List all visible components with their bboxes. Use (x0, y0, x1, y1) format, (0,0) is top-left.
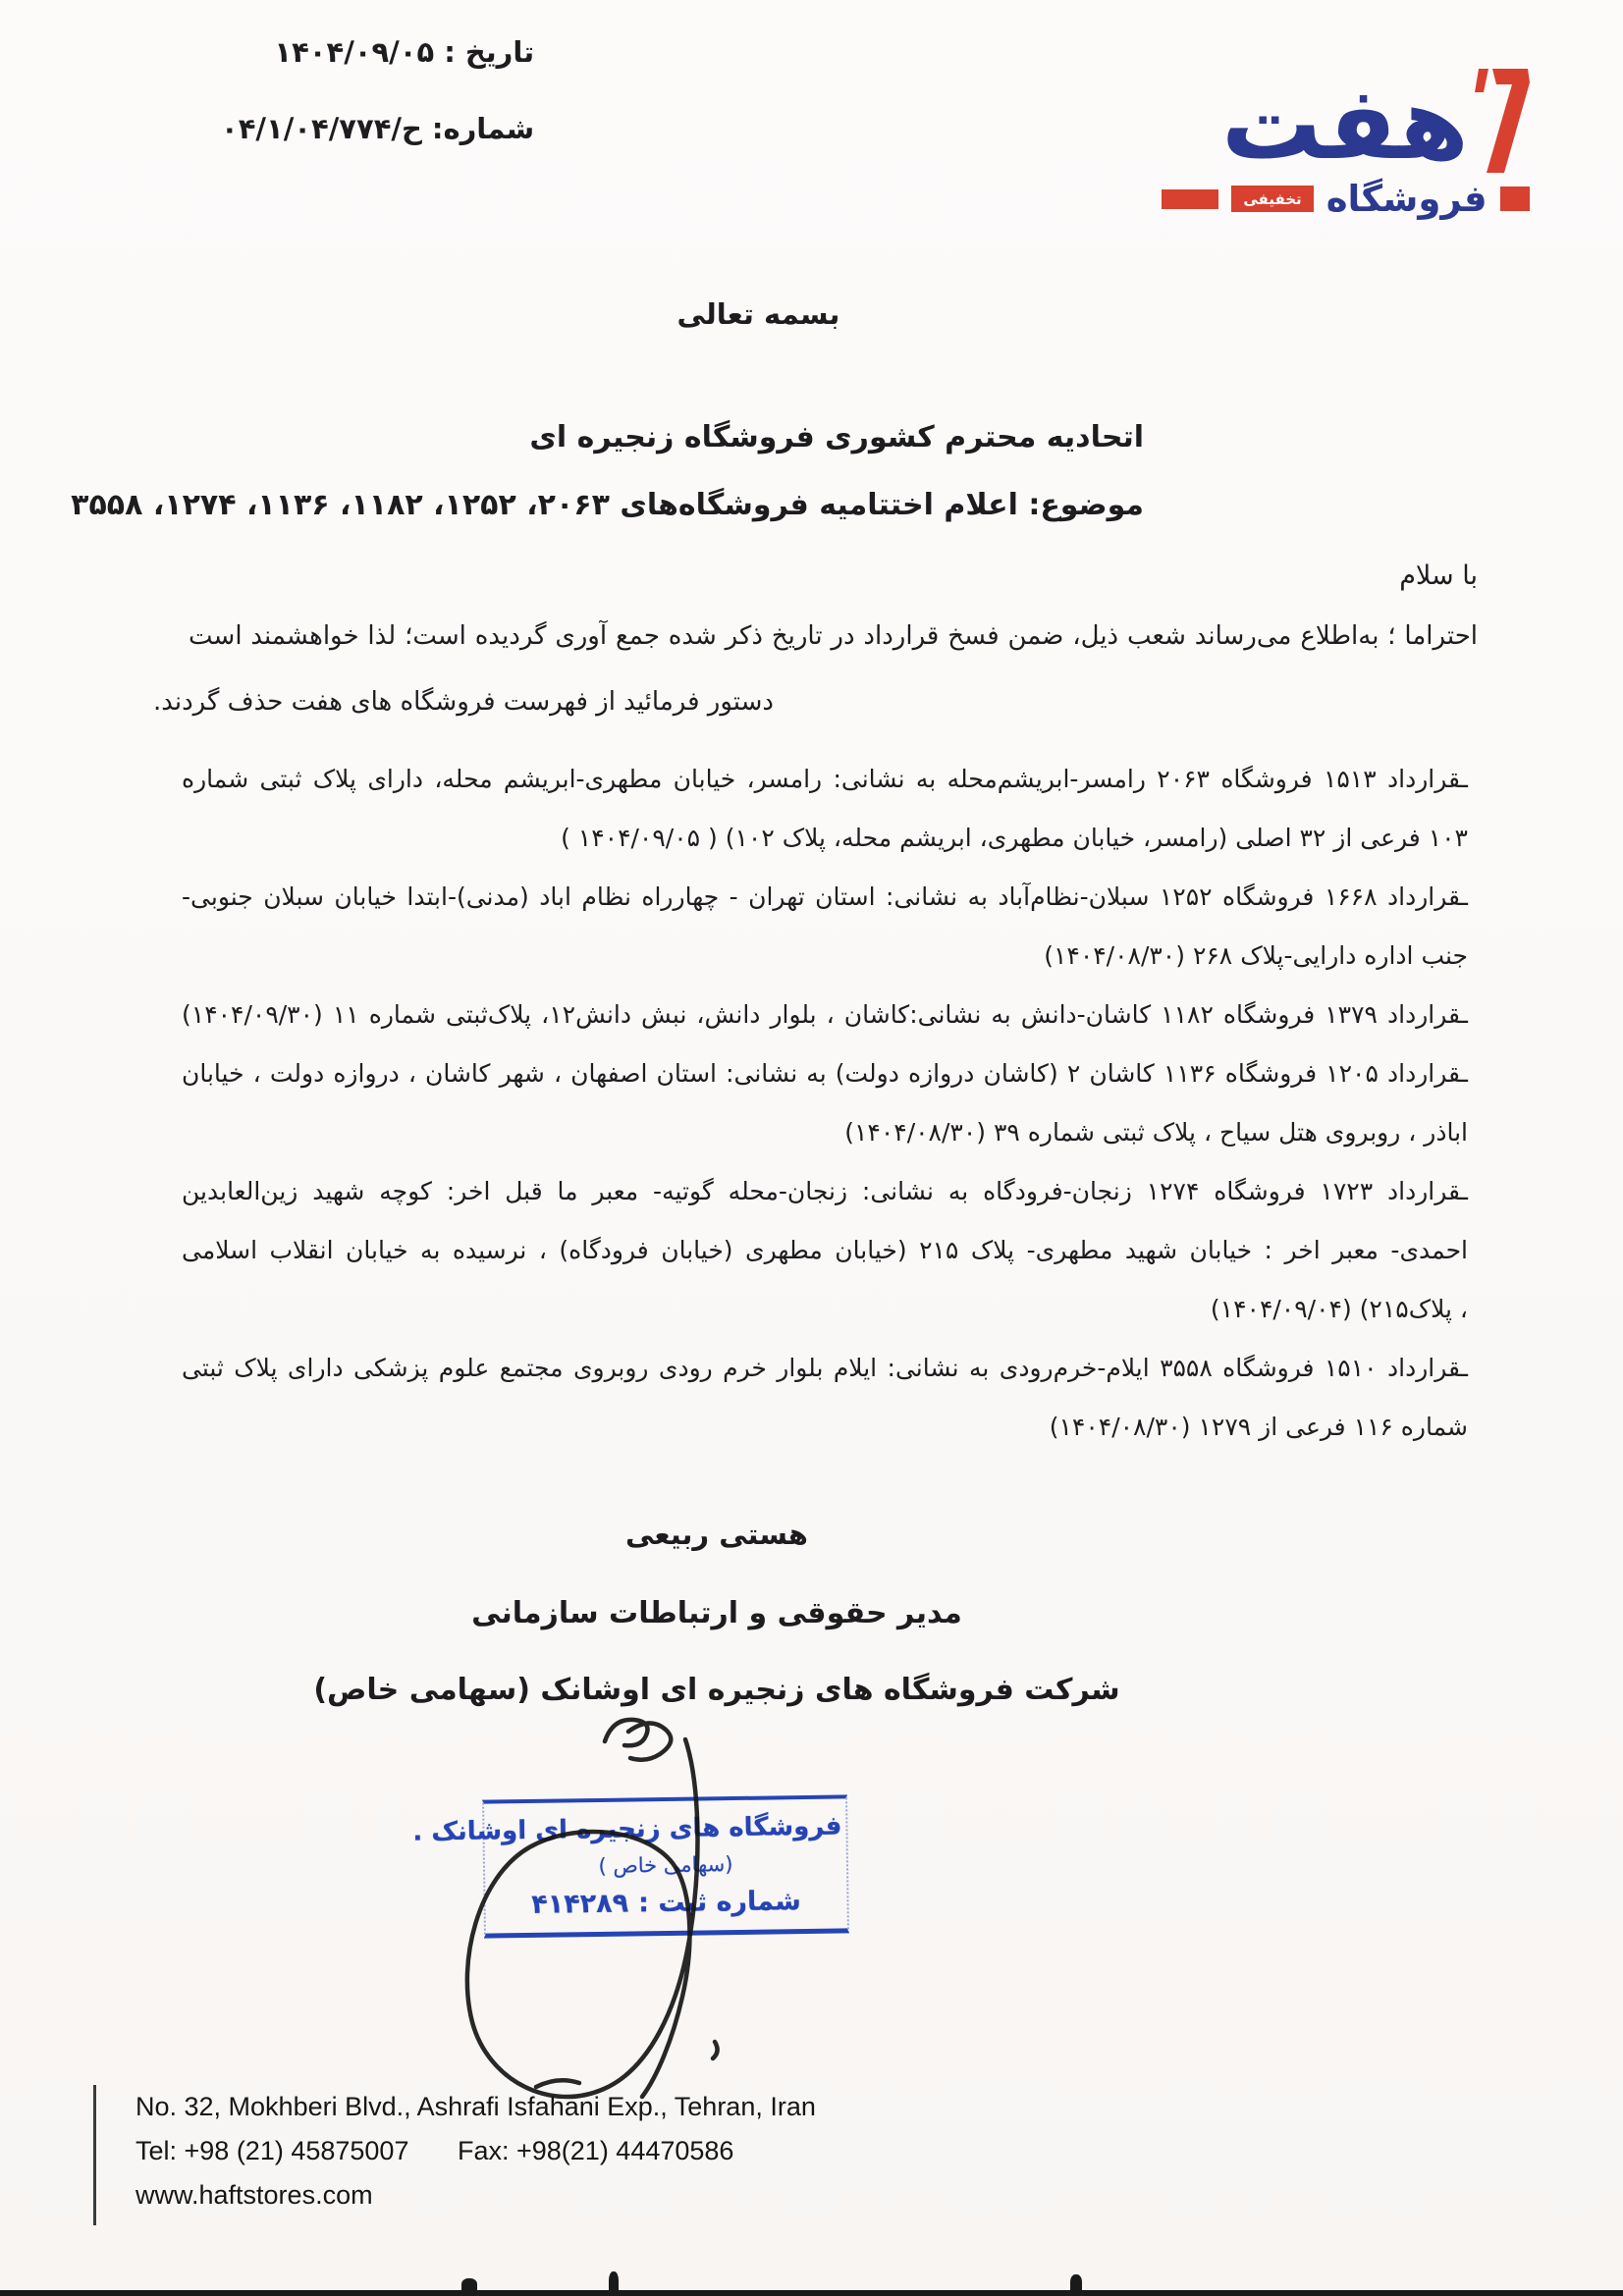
signer-company: شرکت فروشگاه های زنجیره ای اوشانک (سهامی خاص) (313, 1673, 1120, 1707)
date-label: تاریخ : (444, 35, 535, 69)
contract-line: جنب اداره دارایی-پلاک ۲۶۸ (۱۴۰۴/۰۸/۳۰) (1044, 941, 1468, 970)
contract-line: ـقرارداد ۱۶۶۸ فروشگاه ۱۲۵۲ سبلان-نظام‌آباد به نشانی: استان تهران - چهارراه نظام اباد (مدنی)-ابتدا خیابان سبلان جنوبی- (182, 882, 1468, 911)
haft-logo (1162, 63, 1530, 220)
contract-line: ۱۰۳ فرعی از ۳۲ اصلی (رامسر، خیابان مطهری، ابریشم محله، پلاک ۱۰۲) ( ۱۴۰۴/۰۹/۰۵ ) (561, 824, 1468, 852)
intro-line-2: دستور فرمائید از فهرست فروشگاه های هفت حذف گردند. (152, 687, 774, 717)
haft-logo-top (1162, 63, 1530, 184)
contract-line: ـقرارداد ۱۵۱۳ فروشگاه ۲۰۶۳ رامسر-ابریشم‌محله به نشانی: رامسر، خیابان مطهری-ابریشم محله، دارای پلاک ثبتی شماره (182, 765, 1469, 793)
contract-line: ـقرارداد ۱۷۲۳ فروشگاه ۱۲۷۴ زنجان-فرودگاه به نشانی: زنجان-محله گوتیه- معبر ما قبل اخر: کوچه شهید زین‌العابدین (182, 1177, 1468, 1205)
stamp-company-name: فروشگاه های زنجیره ای اوشانک . (412, 1811, 842, 1847)
recipient-line: اتحادیه محترم کشوری فروشگاه زنجیره ای (529, 420, 1144, 454)
contract-line: ـقرارداد ۱۵۱۰ فروشگاه ۳۵۵۸ ایلام-خرم‌رودی به نشانی: ایلام بلوار خرم رودی روبروی مجتمع علوم پزشکی دارای پلاک ثبتی (182, 1354, 1468, 1382)
contract-line: اباذر ، روبروی هتل سیاح ، پلاک ثبتی شماره ۳۹ (۱۴۰۴/۰۸/۳۰) (844, 1118, 1468, 1147)
scan-artifact (1070, 2274, 1082, 2291)
footer-fax: Fax: +98(21) 44470586 (457, 2136, 734, 2165)
haft-wordmark: هفت (1220, 66, 1469, 184)
contract-line: ـقرارداد ۱۲۰۵ فروشگاه ۱۱۳۶ کاشان ۲ (کاشان دروازه دولت) به نشانی: استان اصفهان ، شهر کاشان ، دروازه دولت ، خیابان (182, 1059, 1468, 1088)
letterhead-meta (221, 35, 534, 188)
handwritten-signature (420, 1694, 764, 2103)
signer-title: مدیر حقوقی و ارتباطات سازمانی (471, 1596, 962, 1630)
discount-badge (1231, 186, 1313, 212)
contract-list (182, 750, 1468, 1457)
date-value: ۱۴۰۴/۰۹/۰۵ (274, 35, 435, 69)
scan-artifact (461, 2278, 477, 2291)
stamp-registration-number: ۴۱۴۲۸۹ (531, 1888, 629, 1920)
contract-line: شماره ۱۱۶ فرعی از ۱۲۷۹ (۱۴۰۴/۰۸/۳۰) (1049, 1413, 1468, 1441)
contract-line: ، پلاک۲۱۵) (۱۴۰۴/۰۹/۰۴) (1210, 1295, 1468, 1323)
subject-line: موضوع: اعلام اختتامیه فروشگاه‌های ۲۰۶۳، ۱۲۵۲، ۱۱۸۲، ۱۱۳۶، ۱۲۷۴، ۳۵۵۸ (71, 488, 1144, 522)
logo-red-bar (1162, 189, 1218, 209)
stamp-registration-label: شماره ثبت : (637, 1886, 801, 1919)
letter-number-value: ۰۴/۱/ح/۰۴/۷۷۴ (221, 112, 422, 145)
signer-name: هستی ربیعی (624, 1518, 809, 1551)
haft-logo-bottom (1162, 178, 1530, 220)
stamp-company-type: (سهامی خاص ) (598, 1852, 733, 1878)
logo-red-block (1500, 187, 1530, 211)
besmeleh-heading: بسمه تعالی (676, 297, 840, 331)
contract-line: ـقرارداد ۱۳۷۹ فروشگاه ۱۱۸۲ کاشان-دانش به نشانی:کاشان ، بلوار دانش، نبش دانش۱۲، پلاک‌ثبتی شماره ۱۱ (۱۴۰۴/۰۹/۳۰) (182, 1000, 1469, 1029)
footer-telfax (135, 2129, 816, 2173)
footer-address: No. 32, Mokhberi Blvd., Ashrafi Isfahani Exp., Tehran, Iran (135, 2092, 816, 2121)
store-word: فروشگاه (1325, 178, 1488, 220)
discount-word: تخفیفی (1243, 189, 1302, 208)
footer-website: www.haftstores.com (135, 2180, 373, 2210)
footer-tel: Tel: +98 (21) 45875007 (135, 2136, 409, 2165)
date-row (221, 35, 534, 69)
seven-icon (1475, 63, 1530, 173)
scan-bottom-edge (0, 2290, 1623, 2296)
contract-line: احمدی- معبر اخر : خیابان شهید مطهری- پلاک ۲۱۵ (خیابان مطهری (خیابان فرودگاه) ، نرسیده به خیابان انقلاب اسلامی (182, 1236, 1468, 1264)
footer-contact-block (93, 2085, 816, 2225)
letter-number-label: شماره: (431, 112, 535, 145)
letter-number-row (221, 112, 534, 145)
intro-line-1: احتراما ؛ به‌اطلاع می‌رساند شعب ذیل، ضمن فسخ قرارداد در تاریخ ذکر شده جمع آوری گردیده است؛ لذا خواهشمند است (189, 621, 1478, 651)
scan-artifact (609, 2271, 619, 2291)
salutation: با سلام (1399, 561, 1478, 591)
